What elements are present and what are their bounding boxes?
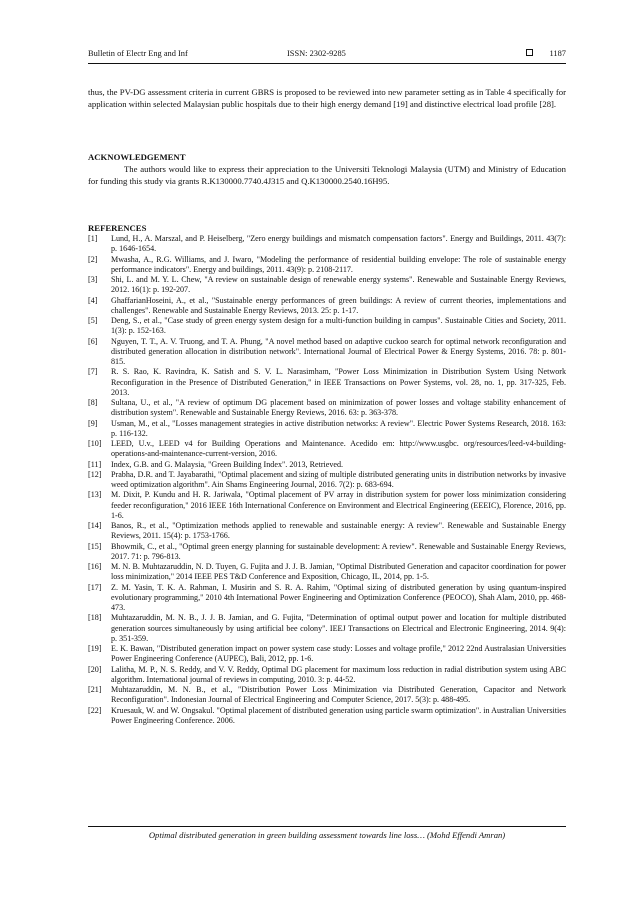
- reference-text: Banos, R., et al., "Optimization methods applied to renewable and sustainable energy: A review". Renewable and Sustainable Energy Reviews, 2011. 15(4): p. 1753-1766.: [111, 521, 566, 541]
- header-divider: [88, 63, 566, 64]
- reference-number: [4]: [88, 295, 98, 305]
- acknowledgement-text: The authors would like to express their appreciation to the Universiti Teknologi Malaysia (UTM) and Ministry of Education for funding this study via grants R.K130000.7740.4J315 and Q.K130000.2540.16H95.: [88, 164, 566, 187]
- reference-item: [88, 521, 566, 542]
- reference-number: [5]: [88, 316, 98, 325]
- reference-text: LEED, U.v., LEED v4 for Building Operations and Maintenance. Acedido em: http://www.usgbc. org/resources/leed-v4-building-operations-and-maintenance-current-version, 2016.: [111, 439, 566, 459]
- reference-item: [88, 644, 566, 665]
- reference-item: [88, 439, 566, 460]
- reference-number: [6]: [88, 336, 98, 346]
- reference-item: [88, 316, 566, 337]
- reference-item: [88, 470, 566, 491]
- reference-text: Bhowmik, C., et al., "Optimal green energy planning for sustainable development: A review". Renewable and Sustainable Energy Reviews, 2017. 71: p. 796-813.: [111, 541, 566, 561]
- reference-item: [88, 255, 566, 276]
- reference-item: [88, 398, 566, 419]
- reference-item: [88, 665, 566, 686]
- square-bullet-icon: [526, 49, 533, 56]
- reference-number: [2]: [88, 254, 98, 264]
- reference-text: Sultana, U., et al., "A review of optimum DG placement based on minimization of power losses and voltage stability enhancement of distribution system". Renewable and Sustainable Energy Reviews, 2016. 63: p. 363-378.: [111, 398, 566, 418]
- acknowledgement-paragraph: [88, 163, 566, 188]
- reference-text: M. Dixit, P. Kundu and H. R. Jariwala, "Optimal placement of PV array in distribution system for power loss minimization considering feeder reconfiguration," 2016 IEEE 16th International Conference on Environment and Electrical Engineering (EEEIC), Florence, 2016, pp. 1-6.: [111, 490, 566, 520]
- reference-number: [22]: [88, 705, 102, 715]
- reference-number: [16]: [88, 562, 102, 571]
- reference-item: [88, 490, 566, 521]
- reference-number: [21]: [88, 685, 102, 694]
- reference-item: [88, 583, 566, 614]
- journal-name: Bulletin of Electr Eng and Inf: [88, 49, 188, 58]
- reference-item: [88, 367, 566, 398]
- reference-item: [88, 419, 566, 440]
- reference-text: Index, G.B. and G. Malaysia, "Green Building Index". 2013, Retrieved.: [111, 459, 344, 469]
- page-footer: Optimal distributed generation in green building assessment towards line loss… (Mohd Effendi Amran): [148, 830, 506, 840]
- reference-text: Muhtazaruddin, M. N. B., J. J. B. Jamian, and G. Fujita, "Determination of optimal output power and location for multiple distributed generation sources simultaneously by using artificial bee colony". IEEJ Transactions on Electrical and Electronic Engineering, 2014. 9(4): p. 351-359.: [111, 613, 566, 643]
- issn: ISSN: 2302-9285: [287, 49, 346, 58]
- page-number: 1187: [549, 49, 566, 58]
- reference-number: [17]: [88, 582, 102, 592]
- reference-list: [88, 234, 566, 726]
- reference-text: Deng, S., et al., "Case study of green energy system design for a multi-function building in campus". Sustainable Cities and Society, 2011. 1(3): p. 152-163.: [111, 316, 566, 336]
- reference-item: [88, 613, 566, 644]
- reference-item: [88, 296, 566, 317]
- reference-text: Kruesauk, W. and W. Ongsakul. "Optimal placement of distributed generation using particle swarm optimization". in Australian Universities Power Engineering Conference. 2006.: [111, 705, 566, 725]
- reference-number: [1]: [88, 234, 98, 243]
- reference-text: Nguyen, T. T., A. V. Truong, and T. A. Phung, "A novel method based on adaptive cuckoo search for optimal network reconfiguration and distributed generation allocation in distribution network". International Journal of Electrical Power & Energy Systems, 2016. 78: p. 801-815.: [111, 336, 566, 366]
- reference-number: [14]: [88, 521, 102, 530]
- reference-item: [88, 234, 566, 255]
- reference-text: Prabha, D.R. and T. Jayabarathi, "Optimal placement and sizing of multiple distributed generating units in distribution networks by invasive weed optimization algorithm". Ain Shams Engineering Journal, 2016. 7(2): p. 683-694.: [111, 469, 566, 489]
- reference-number: [20]: [88, 664, 102, 674]
- reference-item: [88, 562, 566, 583]
- reference-text: Usman, M., et al., "Losses management strategies in active distribution networks: A review". Electric Power Systems Research, 2018. 163: p. 116-132.: [111, 418, 566, 438]
- reference-number: [13]: [88, 490, 102, 500]
- reference-item: [88, 542, 566, 563]
- reference-number: [15]: [88, 541, 102, 551]
- reference-item: [88, 275, 566, 296]
- reference-text: Z. M. Yasin, T. K. A. Rahman, I. Musirin and S. R. A. Rahim, "Optimal sizing of distributed generation by using quantum-inspired evolutionary programming," 2010 4th International Power Engineering and Optimization Conference (PEOCO), Shah Alam, 2010, pp. 468-473.: [111, 582, 566, 612]
- reference-number: [18]: [88, 613, 102, 623]
- reference-text: Lalitha, M. P., N. S. Reddy, and V. V. Reddy, Optimal DG placement for maximum loss reduction in radial distribution system using ABC algorithm. International journal of reviews in computing, 2010. 3: p. 44-52.: [111, 664, 566, 684]
- reference-text: Shi, L. and M. Y. L. Chew, "A review on sustainable design of renewable energy systems". Renewable and Sustainable Energy Reviews, 2012. 16(1): p. 192-207.: [111, 275, 566, 295]
- reference-item: [88, 460, 566, 470]
- reference-item: [88, 706, 566, 727]
- footer-divider: [88, 826, 566, 827]
- references-heading: REFERENCES: [88, 223, 147, 233]
- reference-text: Muhtazaruddin, M. N. B., et al., "Distribution Power Loss Minimization via Distributed Generation, Capacitor and Network Reconfiguration". Indonesian Journal of Electrical Engineering and Computer Science, 2017. 5(3): p. 488-495.: [111, 685, 566, 705]
- reference-text: E. K. Bawan, "Distributed generation impact on power system case study: Losses and voltage profile," 2012 22nd Australasian Universities Power Engineering Conference (AUPEC), Bali, 2012, pp. 1-6.: [111, 644, 566, 664]
- reference-text: GhaffarianHoseini, A., et al., "Sustainable energy performances of green buildings: A review of current theories, implementations and challenges". Renewable and Sustainable Energy Reviews, 2013. 25: p. 1-17.: [111, 295, 566, 315]
- reference-number: [11]: [88, 459, 102, 469]
- reference-number: [3]: [88, 275, 98, 284]
- reference-number: [7]: [88, 367, 98, 377]
- reference-text: M. N. B. Muhtazaruddin, N. D. Tuyen, G. Fujita and J. J. B. Jamian, "Optimal Distributed Generation and capacitor coordination for power loss minimization," 2014 IEEE PES T&D Conference and Exposition, Chicago, IL, 2014, pp. 1-5.: [111, 562, 566, 582]
- reference-number: [9]: [88, 418, 98, 428]
- reference-item: [88, 685, 566, 706]
- acknowledgement-heading: ACKNOWLEDGEMENT: [88, 152, 186, 162]
- reference-number: [19]: [88, 644, 102, 653]
- intro-paragraph: thus, the PV-DG assessment criteria in current GBRS is proposed to be reviewed into new parameter setting as in Table 4 specifically for application within selected Malaysian public hospitals due to their high energy demand [19] and distinctive electrical load profile [28].: [88, 87, 566, 110]
- reference-text: R. S. Rao, K. Ravindra, K. Satish and S. V. L. Narasimham, "Power Loss Minimization in Distribution System Using Network Reconfiguration in the Presence of Distributed Generation," in IEEE Transactions on Power Systems, vol. 28, no. 1, pp. 317-325, Feb. 2013.: [111, 367, 566, 397]
- reference-number: [8]: [88, 398, 98, 407]
- reference-number: [10]: [88, 439, 102, 448]
- reference-item: [88, 337, 566, 368]
- reference-text: Mwasha, A., R.G. Williams, and J. Iwaro, "Modeling the performance of residential building envelope: The role of sustainable energy performance indicators". Energy and buildings, 2011. 43(9): p. 2108-2117.: [111, 254, 566, 274]
- reference-number: [12]: [88, 469, 102, 479]
- reference-text: Lund, H., A. Marszal, and P. Heiselberg, "Zero energy buildings and mismatch compensation factors". Energy and Buildings, 2011. 43(7): p. 1646-1654.: [111, 234, 566, 254]
